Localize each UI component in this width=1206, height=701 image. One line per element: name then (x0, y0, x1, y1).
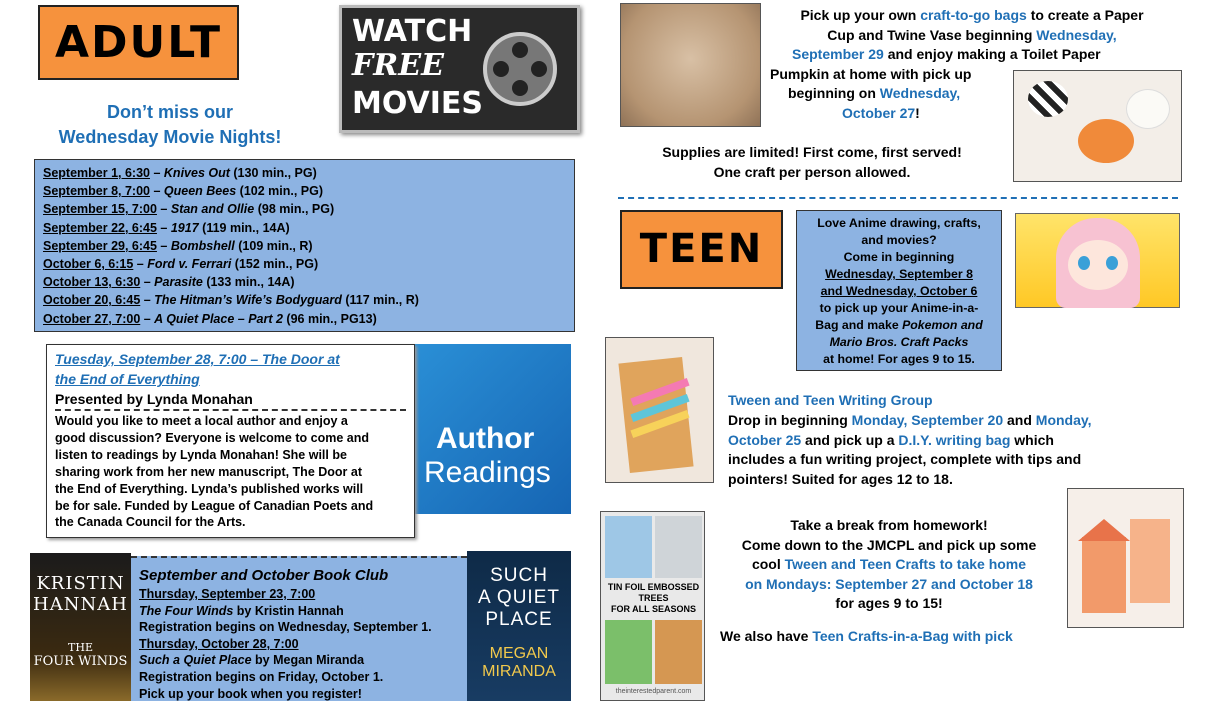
haunted-house-craft-photo (1067, 488, 1184, 628)
movie-schedule (34, 159, 575, 332)
author-readings-word2: Readings (424, 456, 551, 489)
book-club-heading: September and October Book Club (139, 567, 389, 584)
crafts-in-a-bag-text: We also have Teen Crafts-in-a-Bag with pick (720, 628, 1013, 644)
writing-group-text: Tween and Teen Writing Group Drop in beginning Monday, September 20 and Monday, October 25 and pick up a D.I.Y. writing bag which includes a fun writing project, complete with tips and pointers! Suited for ages 12 to 18. (728, 391, 1168, 490)
section-divider (618, 197, 1178, 199)
watch-free-movies-image (339, 5, 580, 133)
schedule-row: September 29, 6:45 – Bombshell (109 min., R) (43, 238, 313, 253)
anime-in-a-bag-box: Love Anime drawing, crafts, and movies? Come in beginning Wednesday, September 8 and Wednesday, October 6 to pick up your Anime-in-a- Bag and make Pokemon and Mario Bros. Craft Packs at home! For ages 9 to 15. (796, 210, 1002, 371)
schedule-row: September 22, 6:45 – 1917 (119 min., 14A) (43, 220, 290, 235)
book-cover-such-a-quiet-place: SUCH A QUIET PLACE MEGAN MIRANDA (467, 551, 571, 701)
author-readings-image (414, 344, 571, 514)
book-club-title-line: Such a Quiet Place by Megan Miranda (139, 653, 365, 668)
schedule-row: September 8, 7:00 – Queen Bees (102 min., PG) (43, 184, 324, 199)
author-reading-card (46, 344, 415, 538)
tinfoil-caption: TREES (638, 593, 669, 603)
author-reading-body: Would you like to meet a local author and enjoy a good discussion? Everyone is welcome to come and listen to readings by Lynda Monahan! She will be sharing work from her new manuscript, The Door at the End of Everything. Lynda’s published works will be for sale. Funded by League of Canadian Poets and the Canada Council for the Arts. (55, 414, 374, 530)
teen-heading: TEEN (639, 226, 764, 272)
tinfoil-caption: TIN FOIL EMBOSSED (607, 582, 700, 592)
homework-break-text: Take a break from homework! Come down to the JMCPL and pick up some cool Tween and Teen Crafts to take home on Mondays: September 27 and October 18 for ages 9 to 15! (741, 517, 1037, 612)
adult-heading-box (38, 5, 239, 80)
author-readings-word1: Author (436, 422, 535, 455)
book-club-panel (131, 556, 467, 701)
book-club-registration: Registration begins on Friday, October 1. (139, 669, 384, 684)
movie-nights-line2: Wednesday Movie Nights! (58, 127, 282, 147)
movie-nights-line1: Don’t miss our (106, 102, 233, 122)
writing-group-title: Tween and Teen Writing Group (728, 392, 933, 408)
author-reading-title[interactable]: Tuesday, September 28, 7:00 – The Door at the End of Everything (55, 351, 340, 387)
tin-foil-trees-photo (600, 511, 705, 701)
movie-nights-heading (30, 100, 310, 150)
movie-sign-line2: FREE (352, 48, 444, 83)
adult-heading: ADULT (54, 17, 223, 68)
twine-vase-photo (620, 3, 761, 127)
book-club-date: Thursday, October 28, 7:00 (139, 636, 299, 651)
anime-character-image (1015, 213, 1180, 308)
book-club-pickup: Pick up your book when you register! (139, 686, 362, 701)
movie-sign-line3: MOVIES (352, 86, 484, 121)
schedule-row: October 20, 6:45 – The Hitman’s Wife’s Bodyguard (117 min., R) (43, 293, 419, 308)
book-club-title-line: The Four Winds by Kristin Hannah (139, 603, 344, 618)
tinfoil-site: theinterestedparent.com (615, 688, 692, 695)
author-presenter: Presented by Lynda Monahan (55, 389, 406, 411)
schedule-row: October 6, 6:15 – Ford v. Ferrari (152 min., PG) (43, 257, 319, 272)
film-reel-icon (483, 32, 557, 106)
book-cover-four-winds: KRISTIN HANNAH THE FOUR WINDS (30, 553, 131, 701)
movie-sign-line1: WATCH (352, 14, 473, 49)
teen-heading-box (620, 210, 783, 289)
supplies-notice: Supplies are limited! First come, first served! One craft per person allowed. (662, 144, 962, 180)
craft-to-go-text: Pick up your own craft-to-go bags to create a Paper Cup and Twine Vase beginning Wednesday, September 29 and enjoy making a Toilet Paper Pumpkin at home with pick up beginning on Wednesday, October 27! (770, 7, 1144, 121)
schedule-row: September 15, 7:00 – Stan and Ollie (98 min., PG) (43, 202, 335, 217)
writing-bag-photo (605, 337, 714, 483)
book-club-date: Thursday, September 23, 7:00 (139, 587, 316, 601)
tinfoil-caption: FOR ALL SEASONS (610, 604, 696, 614)
schedule-row: October 27, 7:00 – A Quiet Place – Part 2 (96 min., PG13) (43, 311, 377, 326)
schedule-row: September 1, 6:30 – Knives Out (130 min., PG) (43, 166, 317, 180)
book-club-registration: Registration begins on Wednesday, September 1. (139, 620, 432, 635)
schedule-row: October 13, 6:30 – Parasite (133 min., 14A) (43, 275, 295, 290)
toilet-paper-pumpkin-photo (1013, 70, 1182, 182)
